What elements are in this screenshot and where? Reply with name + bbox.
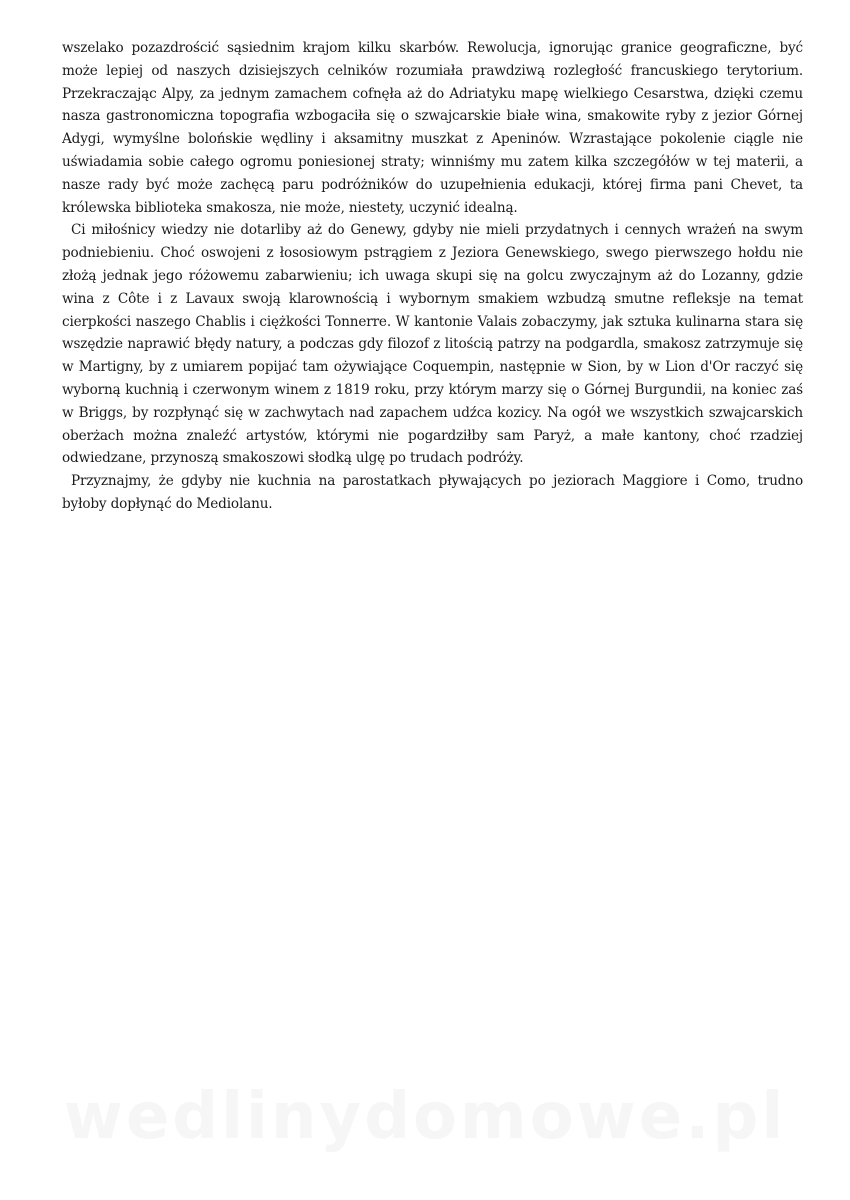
paragraph-1: wszelako pozazdrościć sąsiednim krajom kilku skarbów. Rewolucja, ignorując granice geograficzne, być może lepiej od naszych dzisiejszych celników rozumiała prawdziwą rozległość francuskiego terytorium. Przekraczając Alpy, za jednym zamachem cofnęła aż do Adriatyku mapę wielkiego Cesarstwa, dzięki czemu nasza gastronomiczna topografia wzbogaciła się o szwajcarskie białe wina, smakowite ryby z jezior Górnej Adygi, wymyślne bolońskie wędliny i aksamitny muszkat z Apeninów. Wzrastające pokolenie ciągle nie uświadamia sobie całego ogromu poniesionej straty; winniśmy mu zatem kilka szczegółów w tej materii, a nasze rady być może zachęcą paru podróżników do uzupełnienia edukacji, której firma pani Chevet, ta królewska biblioteka smakosza, nie może, niestety, uczynić idealną. [62, 40, 803, 216]
paragraph-2: Ci miłośnicy wiedzy nie dotarliby aż do Genewy, gdyby nie mieli przydatnych i cennych wrażeń na swym podniebieniu. Choć oswojeni z łososiowym pstrągiem z Jeziora Genewskiego, swego pierwszego hołdu nie złożą jednak jego różowemu zabarwieniu; ich uwaga skupi się na golcu zwyczajnym aż do Lozanny, gdzie wina z Côte i z Lavaux swoją klarownością i wybornym smakiem wzbudzą smutne refleksje na temat cierpkości naszego Chablis i ciężkości Tonnerre. W kantonie Valais zobaczymy, jak sztuka kulinarna stara się wszędzie naprawić błędy natury, a podczas gdy filozof z litością patrzy na podgardla, smakosz zatrzymuje się w Martigny, by z umiarem popijać tam ożywiające Coquempin, następnie w Sion, by w Lion d'Or raczyć się wyborną kuchnią i czerwonym winem z 1819 roku, przy którym marzy się o Górnej Burgundii, na koniec zaś w Briggs, by rozpłynąć się w zachwytach nad zapachem udźca kozicy. Na ogół we wszystkich szwajcarskich oberżach można znaleźć artystów, którymi nie pogardziłby sam Paryż, a małe kantony, choć rzadziej odwiedzane, przynoszą smakoszowi słodką ulgę po trudach podróży. [62, 222, 803, 467]
paragraph-3: Przyznajmy, że gdyby nie kuchnia na parostatkach pływających po jeziorach Maggiore i Como, trudno byłoby dopłynąć do Mediolanu. [62, 473, 803, 512]
watermark: wedlinydomowe.pl [63, 1080, 787, 1154]
body-text [62, 37, 803, 516]
